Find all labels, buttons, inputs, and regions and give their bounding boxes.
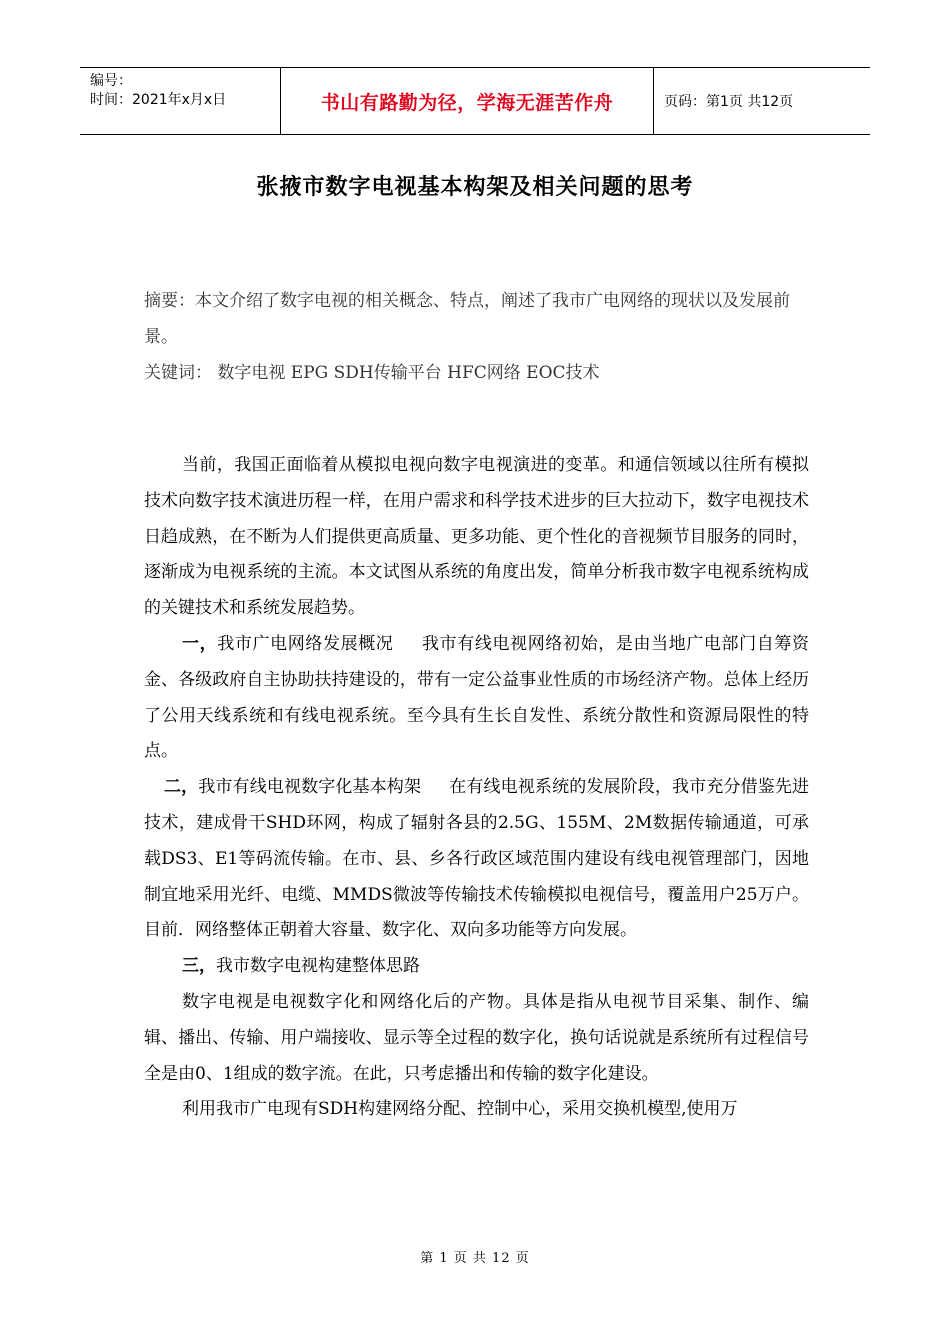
section-3-paragraph-1: 数字电视是电视数字化和网络化后的产物。具体是指从电视节目采集、制作、编辑、播出、传输、用户端接收、显示等全过程的数字化，换句话说就是系统所有过程信号全是由0、1组成的数字流。在此，只考虑播出和传输的数字化建设。 [144,991,809,1084]
abstract-text: 摘要：本文介绍了数字电视的相关概念、特点，阐述了我市广电网络的现状以及发展前景。 [144,291,790,347]
doc-number: 编号： [90,73,132,89]
doc-date: 时间：2021年x月x日 [90,92,227,108]
section-3-paragraph-2: 利用我市广电现有SDH构建网络分配、控制中心，采用交换机模型,使用万 [182,1099,738,1120]
section-1-number: 一， [182,633,218,654]
section-3-number: 三， [182,956,216,977]
header-meta [80,68,281,134]
page-header [80,67,870,135]
section-1 [144,627,809,770]
section-2-title: 我市有线电视数字化基本构架 [198,777,422,798]
header-page-info: 页码：第1页 共12页 [664,94,794,110]
section-1-text: 我市有线电视网络初始，是由当地广电部门自筹资金、各级政府自主协助扶持建设的，带有一定公益事业性质的市场经济产物。总体上经历了公用天线系统和有线电视系统。至今具有生长自发性、系统分散性和资源局限性的特点。 [144,633,810,762]
page-footer: 第 1 页 共 12 页 [420,1251,530,1266]
section-3-title: 我市数字电视构建整体思路 [216,956,420,977]
section-1-title: 我市广电网络发展概况 [217,633,394,654]
intro-paragraph: 当前，我国正面临着从模拟电视向数字电视演进的变革。和通信领域以往所有模拟技术向数字技术演进历程一样，在用户需求和科学技术进步的巨大拉动下，数字电视技术日趋成熟，在不断为人们提供更高质量、更多功能、更个性化的音视频节目服务的同时，逐渐成为电视系统的主流。本文试图从系统的角度出发，简单分析我市数字电视系统构成的关键技术和系统发展趋势。 [144,455,809,619]
abstract-block [144,283,809,391]
document-body [144,448,809,1128]
section-2-number: 二， [164,777,199,798]
keywords: 关键词： 数字电视 EPG SDH传输平台 HFC网络 EOC技术 [144,363,600,383]
section-3-heading [144,949,809,985]
section-2 [144,770,809,949]
document-title: 张掖市数字电视基本构架及相关问题的思考 [256,175,694,200]
section-2-text: 在有线电视系统的发展阶段，我市充分借鉴先进技术，建成骨干SHD环网，构成了辐射各县的2.5G、155M、2M数据传输通道，可承载DS3、E1等码流传输。在市、县、乡各行政区域范围内建设有线电视管理部门，因地制宜地采用光纤、电缆、MMDS微波等传输技术传输模拟电视信号，覆盖用户25万户。目前．网络整体正朝着大容量、数字化、双向多功能等方向发展。 [144,777,810,941]
header-motto: 书山有路勤为径，学海无涯苦作舟 [281,68,654,134]
